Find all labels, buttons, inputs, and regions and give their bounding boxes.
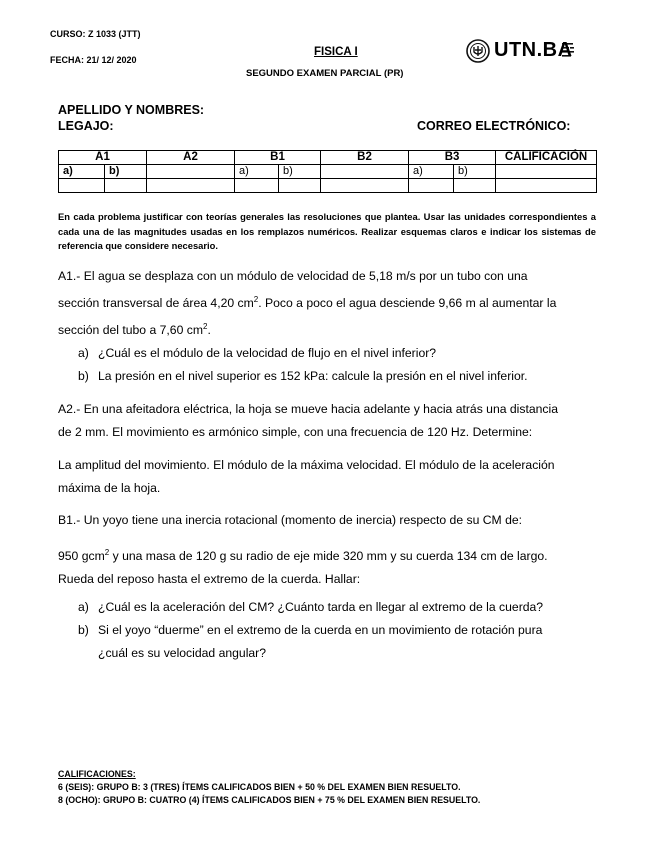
grade-cell	[279, 179, 321, 193]
nombres-field: APELLIDO Y NOMBRES:	[58, 103, 205, 117]
curso-label: CURSO: Z 1033 (JTT)	[50, 29, 141, 39]
header-b3: B3	[409, 151, 496, 165]
calificaciones-heading: CALIFICACIONES:	[58, 769, 136, 779]
table-subheader-row	[59, 165, 597, 179]
instructions: En cada problema justificar con teorías generales las resoluciones que plantea. Usar las unidades correspondientes a cada una de las magnitudes usadas en los remplazos numéricos. Realizar esquemas claros e indicar los sistemas de referencia que considere necesario.	[58, 211, 596, 251]
grade-cell	[321, 179, 409, 193]
grade-cell	[59, 179, 105, 193]
table-header-row	[59, 151, 597, 165]
calificacion-line-6: 6 (SEIS): GRUPO B: 3 (TRES) ÍTEMS CALIFICADOS BIEN + 50 % DEL EXAMEN BIEN RESUELTO.	[58, 782, 461, 792]
b1-sub-a: a)	[235, 165, 279, 179]
utn-logo	[466, 38, 596, 64]
b1-text: 950 gcm	[58, 549, 105, 564]
b2-sub	[321, 165, 409, 179]
b1-item-b-cont: ¿cuál es su velocidad angular?	[98, 646, 267, 660]
problem-a1	[58, 265, 598, 342]
fecha-label: FECHA: 21/ 12/ 2020	[50, 55, 137, 65]
grade-cell	[147, 179, 235, 193]
a2-line: de 2 mm. El movimiento es armónico simple, con una frecuencia de 120 Hz. Determine:	[58, 425, 533, 439]
a1-line	[58, 288, 598, 315]
b1-line: B1.- Un yoyo tiene una inercia rotacional (momento de inercia) respecto de su CM de:	[58, 513, 523, 527]
b1-sup: 2	[104, 548, 110, 557]
b3-sub-a: a)	[409, 165, 454, 179]
a1-text: . Poco a poco el agua desciende 9,66 m al aumentar la	[258, 296, 557, 311]
a1-item-b	[78, 365, 528, 388]
item-text: ¿Cuál es el módulo de la velocidad de flujo en el nivel inferior?	[98, 346, 437, 360]
item-text: La presión en el nivel superior es 152 kPa: calcule la presión en el nivel inferior.	[98, 369, 528, 383]
b1-line: Rueda del reposo hasta el extremo de la cuerda. Hallar:	[58, 572, 361, 587]
page-title: FISICA I	[314, 46, 358, 58]
b1-line	[58, 541, 598, 568]
b1-text: y una masa de 120 g su radio de eje mide 320 mm y su cuerda 134 cm de largo.	[109, 549, 548, 564]
item-text: Si el yoyo “duerme” en el extremo de la cuerda en un movimiento de rotación pura	[98, 623, 543, 637]
b1-sub-b: b)	[279, 165, 321, 179]
correo-field: CORREO ELECTRÓNICO:	[417, 119, 571, 133]
header-b2: B2	[321, 151, 409, 165]
a1-sup: 2	[253, 295, 259, 304]
b3-sub-b: b)	[454, 165, 496, 179]
header-b1: B1	[235, 151, 321, 165]
calificacion-line-8: 8 (OCHO): GRUPO B: CUATRO (4) ÍTEMS CALIFICADOS BIEN + 75 % DEL EXAMEN BIEN RESUELTO.	[58, 795, 481, 805]
grade-cell	[235, 179, 279, 193]
a2-line: máxima de la hoja.	[58, 481, 161, 495]
a1-text: sección del tubo a 7,60 cm	[58, 323, 203, 338]
a2-line: A2.- En una afeitadora eléctrica, la hoja se mueve hacia adelante y hacia atrás una distancia	[58, 402, 558, 416]
a1-text: sección transversal de área 4,20 cm	[58, 296, 254, 311]
logo-text: UTN.BA	[494, 39, 573, 61]
b1-item-b	[78, 619, 542, 642]
a1-line	[58, 315, 598, 342]
grade-table	[58, 150, 597, 193]
a1-sub-b: b)	[105, 165, 147, 179]
grade-cell	[409, 179, 454, 193]
a1-dot: .	[207, 323, 211, 338]
legajo-field: LEGAJO:	[58, 119, 114, 133]
problem-a2	[58, 398, 598, 444]
grade-cell	[105, 179, 147, 193]
problem-b1	[58, 509, 598, 532]
a1-line: A1.- El agua se desplaza con un módulo de velocidad de 5,18 m/s por un tubo con una	[58, 269, 528, 283]
a2-line: La amplitud del movimiento. El módulo de la máxima velocidad. El módulo de la aceleración	[58, 458, 555, 472]
a1-item-a	[78, 342, 436, 365]
item-letter: b)	[78, 369, 89, 383]
header-calificacion: CALIFICACIÓN	[496, 151, 597, 165]
a2-sub	[147, 165, 235, 179]
header-a1: A1	[59, 151, 147, 165]
problem-a2-cont	[58, 454, 598, 500]
problem-b1-cont	[58, 541, 598, 591]
page-subtitle: SEGUNDO EXAMEN PARCIAL (PR)	[246, 68, 404, 79]
item-letter: a)	[78, 600, 89, 614]
item-text: ¿Cuál es la aceleración del CM? ¿Cuánto tarda en llegar al extremo de la cuerda?	[98, 600, 544, 614]
item-letter: a)	[78, 346, 89, 360]
grade-cell	[496, 179, 597, 193]
table-grade-row	[59, 179, 597, 193]
header-a2: A2	[147, 151, 235, 165]
b1-item-a	[78, 596, 543, 619]
grade-cell	[454, 179, 496, 193]
calificacion-sub	[496, 165, 597, 179]
a1-sup: 2	[202, 322, 208, 332]
item-letter: b)	[78, 623, 89, 637]
a1-sub-a: a)	[59, 165, 105, 179]
